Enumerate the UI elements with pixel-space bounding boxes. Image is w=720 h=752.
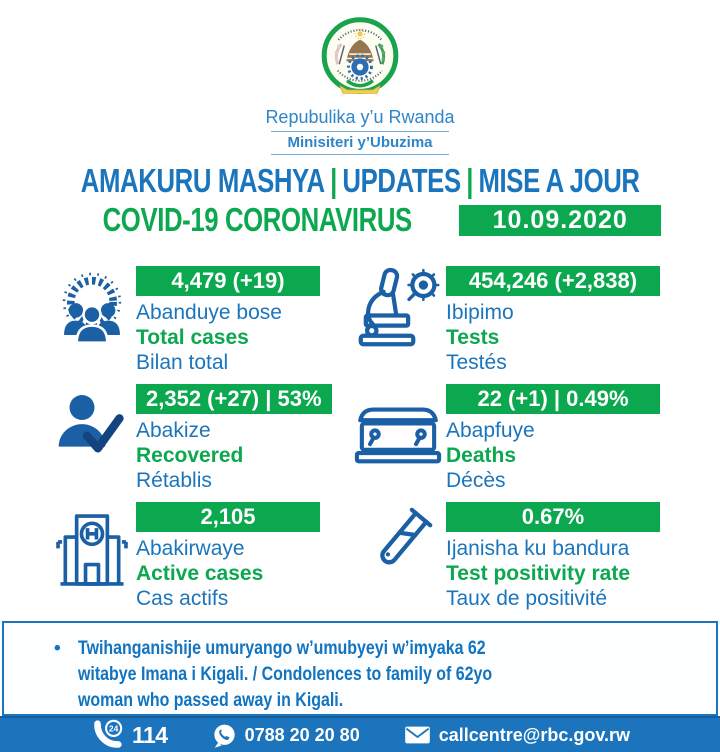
stat-value-badge: 4,479 (+19) xyxy=(136,266,320,296)
condolence-line: woman who passed away in Kigali. xyxy=(78,690,344,711)
whatsapp-number: 0788 20 20 80 xyxy=(244,724,360,745)
stat-value-badge: 2,105 xyxy=(136,502,320,532)
header-divider-bottom xyxy=(271,154,449,155)
stat-deaths xyxy=(350,384,720,493)
stat-label-rw: Ijanisha ku bandura xyxy=(446,537,630,560)
stat-label-rw: Abakize xyxy=(136,419,211,442)
stat-label-rw: Abapfuye xyxy=(446,419,535,442)
email-address: callcentre@rbc.gov.rw xyxy=(438,724,631,745)
ministry-name: Minisiteri y’Ubuzima xyxy=(287,134,433,151)
stat-label-fr: Bilan total xyxy=(136,351,229,374)
rwanda-coat-of-arms xyxy=(317,14,403,100)
country-name: Repubulika y’u Rwanda xyxy=(265,107,455,127)
headline-part-rw: AMAKURU MASHYA xyxy=(80,162,325,199)
stat-label-en: Total cases xyxy=(136,326,249,349)
stats-grid xyxy=(0,266,720,611)
svg-text:24: 24 xyxy=(108,723,119,734)
stat-tests xyxy=(350,266,720,375)
stat-label-en: Test positivity rate xyxy=(446,562,630,585)
test-tube-icon xyxy=(350,502,446,588)
stat-active-cases xyxy=(48,502,350,611)
stat-label-fr: Cas actifs xyxy=(136,587,229,610)
stat-value-badge: 0.67% xyxy=(446,502,660,532)
person-check-icon xyxy=(48,384,136,466)
coffin-icon xyxy=(350,384,446,472)
microscope-icon xyxy=(350,266,446,348)
updates-headline xyxy=(0,162,720,200)
stat-label-fr: Testés xyxy=(446,351,507,374)
condolence-text xyxy=(78,636,599,714)
email-item xyxy=(404,725,630,746)
headline-part-fr: MISE A JOUR xyxy=(478,162,640,199)
headline-part-en: UPDATES xyxy=(342,162,461,199)
hotline-number: 114 xyxy=(131,721,168,748)
pipe-separator: | xyxy=(329,162,337,199)
stat-label-en: Active cases xyxy=(136,562,264,585)
phone-24-icon xyxy=(90,718,124,752)
condolence-note xyxy=(2,621,718,716)
whatsapp-icon xyxy=(212,723,237,748)
stat-label-rw: Abakirwaye xyxy=(136,537,245,560)
condolence-line: Twihanganishije umuryango w’umubyeyi w’imyaka 62 xyxy=(78,638,486,659)
stat-label-rw: Abanduye bose xyxy=(136,301,282,324)
stat-value-badge: 2,352 (+27) | 53% xyxy=(136,384,332,414)
bullet-point: • xyxy=(54,638,61,659)
hotline-item xyxy=(90,718,168,752)
condolence-line: witabye Imana i Kigali. / Condolences to family of 62yo xyxy=(78,664,493,685)
stat-label-fr: Décès xyxy=(446,469,506,492)
whatsapp-item xyxy=(212,723,360,748)
stat-value-badge: 22 (+1) | 0.49% xyxy=(446,384,660,414)
header-divider-top xyxy=(271,131,449,132)
stat-label-en: Deaths xyxy=(446,444,517,467)
date-badge: 10.09.2020 xyxy=(459,205,661,236)
footer-contact-bar xyxy=(0,716,720,752)
stat-label-fr: Rétablis xyxy=(136,469,212,492)
stat-recovered xyxy=(48,384,350,493)
covid-title: COVID-19 CORONAVIRUS xyxy=(102,201,412,238)
stat-positivity-rate xyxy=(350,502,720,611)
people-virus-icon xyxy=(48,266,136,348)
hospital-icon xyxy=(48,502,136,592)
header xyxy=(0,0,720,157)
stat-total-cases xyxy=(48,266,350,375)
envelope-icon xyxy=(404,725,431,745)
covid-title-row xyxy=(0,201,720,239)
stat-label-rw: Ibipimo xyxy=(446,301,514,324)
stat-label-en: Tests xyxy=(446,326,500,349)
pipe-separator: | xyxy=(465,162,473,199)
stat-label-fr: Taux de positivité xyxy=(446,587,608,610)
stat-value-badge: 454,246 (+2,838) xyxy=(446,266,660,296)
stat-label-en: Recovered xyxy=(136,444,244,467)
